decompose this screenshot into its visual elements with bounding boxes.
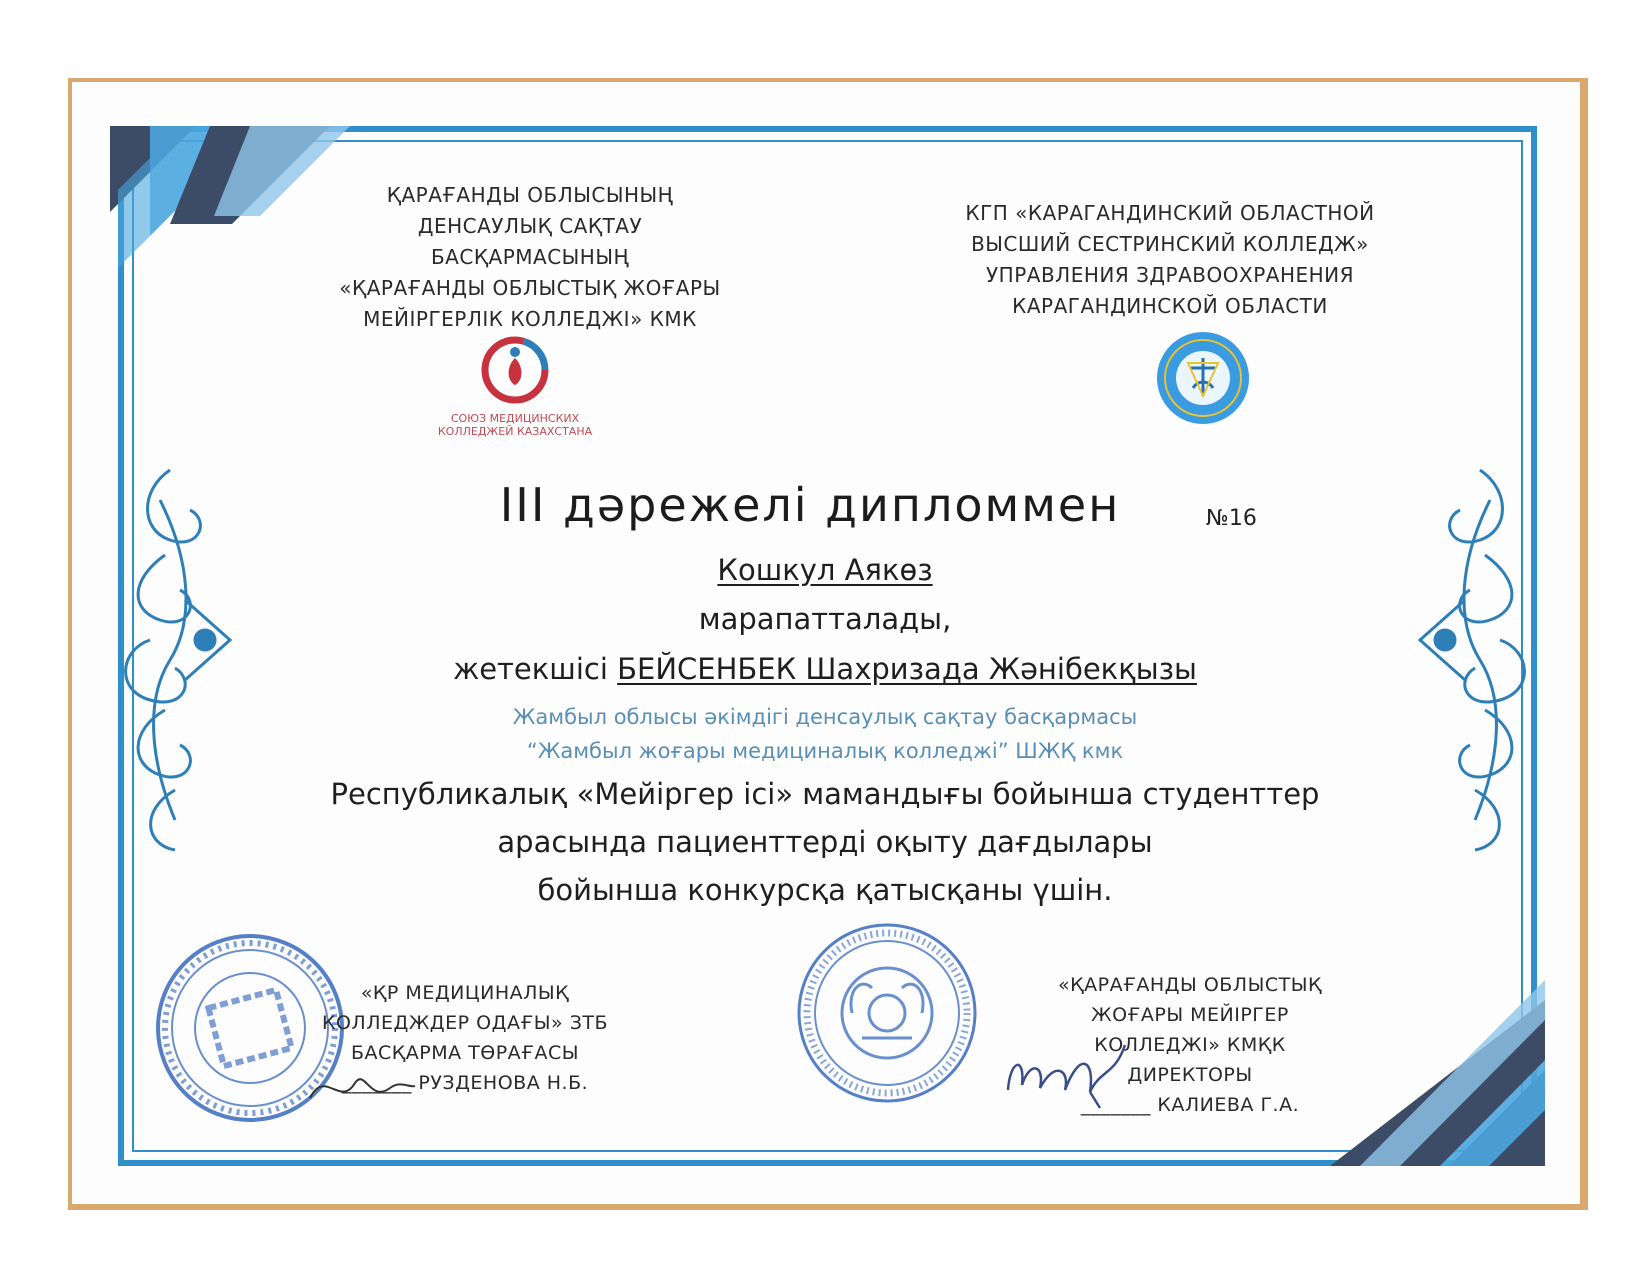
left-header-line: ҚАРАҒАНДЫ ОБЛЫСЫНЫҢ xyxy=(386,183,674,207)
reason-block xyxy=(180,770,1470,914)
left-header xyxy=(320,180,740,335)
right-header-line: КГП «КАРАГАНДИНСКИЙ ОБЛАСТНОЙ xyxy=(965,201,1375,225)
nurse-logo-icon xyxy=(470,330,560,410)
left-signature-line: БАСҚАРМА ТӨРАҒАСЫ xyxy=(350,1042,580,1064)
right-signature-line: ДИРЕКТОРЫ xyxy=(1127,1064,1253,1086)
left-signature-line: «ҚР МЕДИЦИНАЛЫҚ xyxy=(360,982,570,1004)
supervisor-name: БЕЙСЕНБЕК Шахризада Жәнібекқызы xyxy=(617,652,1197,686)
state-emblem-stamp-icon xyxy=(792,918,982,1108)
right-signature-line: «ҚАРАҒАНДЫ ОБЛЫСТЫҚ xyxy=(1058,974,1322,996)
organization-block xyxy=(300,700,1350,768)
right-signature-line: ЖОҒАРЫ МЕЙІРГЕР xyxy=(1091,1004,1289,1026)
left-header-line: МЕЙІРГЕРЛІК КОЛЛЕДЖІ» КМК xyxy=(363,307,697,331)
bottom-right-ribbon-icon xyxy=(1330,980,1545,1166)
right-header-line: ВЫСШИЙ СЕСТРИНСКИЙ КОЛЛЕДЖ» xyxy=(971,232,1369,256)
supervisor-line xyxy=(300,652,1350,686)
left-logo-caption xyxy=(420,412,610,438)
organization-line: “Жамбыл жоғары медициналық колледжі” ШЖҚ кмк xyxy=(526,739,1124,763)
right-header xyxy=(940,198,1400,322)
top-left-ribbon-icon xyxy=(110,126,350,268)
recipient-name: Кошкул Аякөз xyxy=(717,553,933,587)
organization-line: Жамбыл облысы әкімдігі денсаулық сақтау басқармасы xyxy=(512,705,1138,729)
right-signature-line: КОЛЛЕДЖІ» КМҚК xyxy=(1094,1034,1286,1056)
right-signature-line: _______ КАЛИЕВА Г.А. xyxy=(1080,1094,1300,1116)
left-signature-icon xyxy=(300,1058,420,1118)
left-header-line: «ҚАРАҒАНДЫ ОБЛЫСТЫҚ ЖОҒАРЫ xyxy=(339,276,721,300)
reason-line: Республикалық «Мейіргер ісі» мамандығы бойынша студенттер xyxy=(330,777,1320,811)
logo-caption-line: КОЛЛЕДЖЕЙ КАЗАХСТАНА xyxy=(437,425,593,438)
right-header-line: УПРАВЛЕНИЯ ЗДРАВООХРАНЕНИЯ xyxy=(985,263,1355,287)
right-signature-icon xyxy=(1000,1030,1150,1110)
awarded-text: марапатталады, xyxy=(698,602,952,636)
reason-line: бойынша конкурсқа қатысқаны үшін. xyxy=(537,873,1113,907)
diploma-title: III дәрежелі дипломмен xyxy=(499,478,1121,532)
right-header-line: КАРАГАНДИНСКОЙ ОБЛАСТИ xyxy=(1012,294,1328,318)
college-emblem-icon xyxy=(1148,328,1258,428)
left-header-line: ДЕНСАУЛЫҚ САҚТАУ xyxy=(417,214,643,238)
diploma-number: №16 xyxy=(1206,506,1257,531)
supervisor-prefix: жетекшісі xyxy=(453,652,608,686)
left-header-line: БАСҚАРМАСЫНЫҢ xyxy=(430,245,630,269)
left-signature-line: _______ РУЗДЕНОВА Н.Б. xyxy=(341,1072,589,1094)
logo-caption-line: СОЮЗ МЕДИЦИНСКИХ xyxy=(450,412,580,425)
left-signature-line: КОЛЛЕДЖДЕР ОДАҒЫ» ЗТБ xyxy=(321,1012,609,1034)
reason-line: арасында пациенттерді оқыту дағдылары xyxy=(497,825,1153,859)
